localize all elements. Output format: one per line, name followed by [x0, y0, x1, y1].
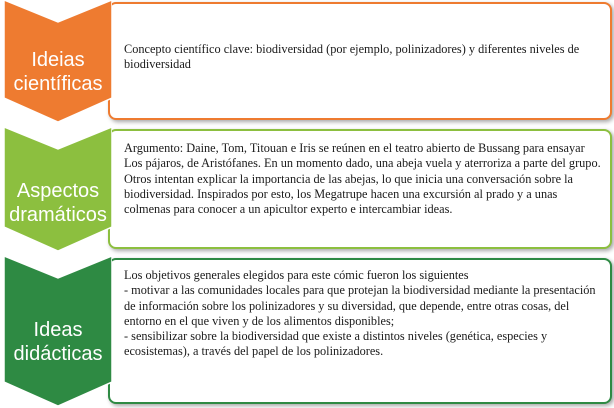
- content-line: - motivar a las comunidades locales para que protejan la biodiversidad mediante la presentación de información sobre los polinizadores y su diversidad, que depende, entre otras cosas, del entorno en el que viven y de los alimentos disponibles;: [124, 283, 596, 328]
- chevron-label-line2: didácticas: [13, 343, 103, 365]
- row-ideias-cientificas: [0, 0, 614, 122]
- chevron-label-line1: Ideias: [31, 49, 85, 71]
- chevron-label: [4, 318, 112, 366]
- content-line: Los objetivos generales elegidos para este cómic fueron los siguientes: [124, 268, 469, 282]
- chevron-label-line1: Ideas: [33, 319, 83, 341]
- content-text: Concepto científico clave: biodiversidad (por ejemplo, polinizadores) y diferentes niveles de biodiversidad: [124, 42, 580, 72]
- chevron-label-line1: Aspectos: [16, 180, 100, 202]
- chevron-label: [4, 179, 112, 227]
- content-box: [108, 129, 612, 249]
- chevron-label-line2: científicas: [13, 73, 103, 95]
- chevron-label-line2: dramáticos: [9, 204, 107, 226]
- chevron-label: [4, 48, 112, 96]
- content-line: - sensibilizar sobre la biodiversidad que existe a distintos niveles (genética, especies y ecosistemas), a través del papel de los polinizadores.: [124, 329, 548, 359]
- content-box: [108, 258, 612, 404]
- row-ideas-didacticas: [0, 256, 614, 406]
- row-aspectos-dramaticos: [0, 127, 614, 251]
- content-text: Argumento: Daine, Tom, Titouan e Iris se reúnen en el teatro abierto de Bussang para ensayar Los pájaros, de Aristófanes. En un momento dado, una abeja vuela y aterroriza a parte del grupo. Otros intentan explicar la importancia de las abejas, lo que inicia una conversación sobre la biodiversidad. Inspirados por esto, los Megatrupe hacen una excursión al prado y a unas colmenas para conocer a un apicultor experto e intercambiar ideas.: [124, 141, 601, 217]
- content-box: [108, 2, 612, 120]
